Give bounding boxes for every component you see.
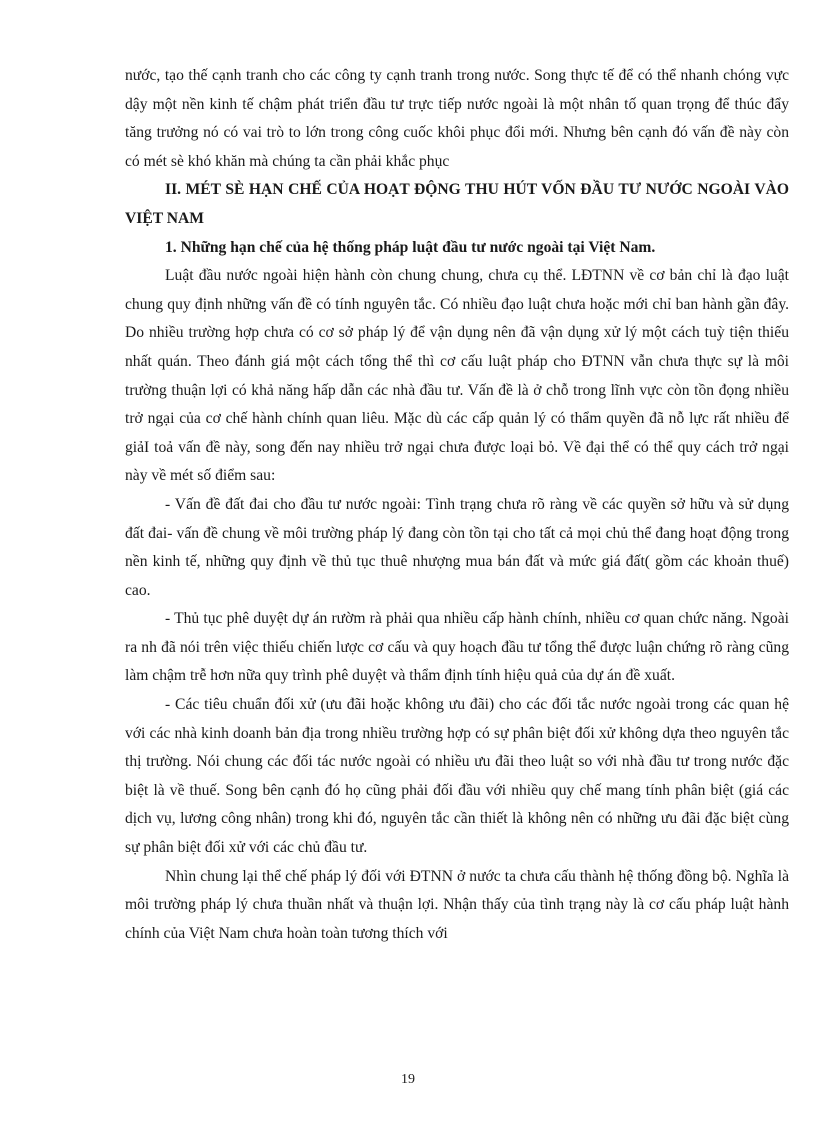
- section-heading: II. MÉT SÈ HẠN CHẾ CỦA HOẠT ĐỘNG THU HÚT VỐN ĐẦU TƯ NƯỚC NGOÀI VÀO VIỆT NAM: [125, 181, 789, 227]
- paragraph-land-issue: - Vấn đề đất đai cho đầu tư nước ngoài: Tình trạng chưa rõ ràng về các quyền sở hữu và sử dụng đất đai- vấn đề chung về môi trường pháp lý đang còn tồn tại cho tất cả mọi chủ thể đang hoạt động trong nền kinh tế, những quy định về thủ tục thuê nhượng mua bán đất và mức giá đất( gồm các khoản thuế) cao.: [125, 495, 789, 599]
- document-body: [125, 62, 789, 948]
- paragraph-treatment-standards: - Các tiêu chuẩn đối xử (ưu đãi hoặc không ưu đãi) cho các đối tắc nước ngoài trong các quan hệ với các nhà kinh doanh bản địa trong nhiều trường hợp có sự phân biệt đối xử không dựa theo nguyên tắc thị trường. Nói chung các đối tác nước ngoài có nhiều ưu đãi theo luật so với nhà đầu tư trong nước đặc biệt là về thuế. Song bên cạnh đó họ cũng phải đối đầu với nhiều quy chế mang tính phân biệt (giá các dịch vụ, lương công nhân) trong khi đó, nguyên tắc cần thiết là không nên có những ưu đãi đặc biệt cùng sự phân biệt đối xử với các chủ đầu tư.: [125, 696, 789, 857]
- paragraph-conclusion: Nhìn chung lại thể chế pháp lý đối với ĐTNN ở nước ta chưa cấu thành hệ thống đồng bộ. Nghĩa là môi trường pháp lý chưa thuần nhất và thuận lợi. Nhận thấy của tình trạng này là cơ cấu pháp luật hành chính của Việt Nam chưa hoàn toàn tương thích với: [125, 867, 789, 942]
- paragraph-continuation: nước, tạo thế cạnh tranh cho các công ty cạnh tranh trong nước. Song thực tế để có thể nhanh chóng vực dậy một nền kinh tế chậm phát triển đầu tư trực tiếp nước ngoài là một nhân tố quan trọng để thúc đẩy tăng trưởng nó có vai trò to lớn trong công cuốc khôi phục đổi mới. Nhưng bên cạnh đó vấn đề này còn có mét sè khó khăn mà chúng ta cần phải khắc phục: [125, 67, 789, 170]
- subsection-heading: 1. Những hạn chế của hệ thống pháp luật đầu tư nước ngoài tại Việt Nam.: [165, 238, 656, 256]
- paragraph-law-general: Luật đầu nước ngoài hiện hành còn chung chung, chưa cụ thể. LĐTNN về cơ bản chỉ là đạo luật chung quy định những vấn đề có tính nguyên tắc. Có nhiều đạo luật chưa hoặc mới chỉ ban hành gần đây. Do nhiều trường hợp chưa có cơ sở pháp lý để vận dụng nên đã vận dụng xử lý một cách tuỳ tiện thiếu nhất quán. Theo đánh giá một cách tổng thể thì cơ cấu luật pháp cho ĐTNN vẫn chưa thực sự là môi trường thuận lợi có khả năng hấp dẫn các nhà đầu tư. Vấn đề là ở chỗ trong lĩnh vực còn tồn đọng nhiều trở ngại của cơ chế hành chính quan liêu. Mặc dù các cấp quản lý có thẩm quyền đã nỗ lực rất nhiều để giảI toả vấn đề này, song đến nay nhiều trở ngại chưa được loại bỏ. Về đại thể có thể quy cách trở ngại này về mét số điểm sau:: [125, 267, 789, 485]
- paragraph-approval-procedure: - Thủ tục phê duyệt dự án rườm rà phải qua nhiều cấp hành chính, nhiều cơ quan chức năng. Ngoài ra nh đã nói trên việc thiếu chiến lược cơ cấu và quy hoạch đầu tư tổng thể được luận chứng rõ ràng cũng làm chậm trễ hơn nữa quy trình phê duyệt và thẩm định tính hiệu quả của dự án đề xuất.: [125, 610, 789, 685]
- page-number: 19: [401, 1072, 415, 1087]
